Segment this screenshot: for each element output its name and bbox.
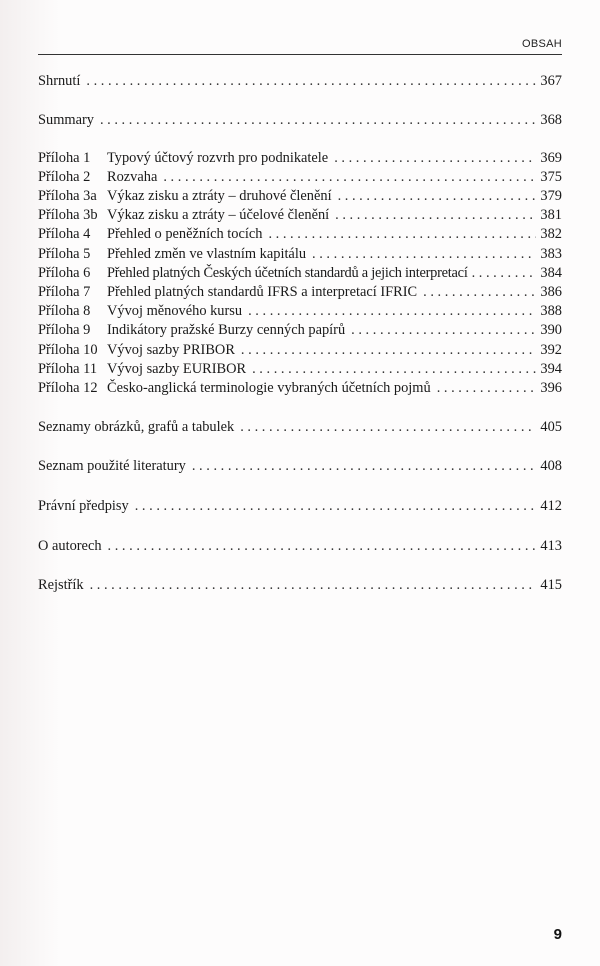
dot-leader [192, 457, 537, 475]
toc-entry-title: Vývoj sazby EURIBOR [107, 361, 247, 377]
dot-leader [472, 264, 537, 282]
toc-entry-label: Příloha 9 [38, 322, 91, 338]
toc-entry-priloha-11[interactable] [38, 360, 562, 378]
toc-entry-priloha-10[interactable] [38, 341, 562, 359]
toc-entry-title: O autorech [38, 538, 102, 554]
dot-leader [135, 497, 537, 515]
toc-entry-page: 394 [540, 361, 562, 377]
toc-entry-priloha-1[interactable] [38, 149, 562, 167]
toc-entry-title: Výkaz zisku a ztráty – druhové členění [107, 188, 332, 204]
toc-entry-priloha-2[interactable] [38, 168, 562, 186]
toc-entry-label: Příloha 3b [38, 207, 98, 223]
toc-entry-page: 388 [540, 303, 562, 319]
toc-entry-title: Přehled platných Českých účetních standardů a jejich interpretací [107, 265, 468, 281]
toc-entry-label: Příloha 4 [38, 226, 91, 242]
toc-entry-title: Summary [38, 112, 94, 128]
toc-entry-label: Příloha 7 [38, 284, 91, 300]
dot-leader [100, 111, 536, 129]
toc-entry-priloha-6[interactable] [38, 264, 562, 282]
running-header: OBSAH [521, 38, 562, 50]
dot-leader [423, 283, 536, 301]
toc-entry-page: 413 [540, 538, 562, 554]
dot-leader [268, 225, 536, 243]
dot-leader [163, 168, 536, 186]
toc-entry-literatura[interactable] [38, 457, 562, 475]
dot-leader [351, 321, 536, 339]
toc-entry-page: 367 [540, 73, 562, 89]
toc-entry-priloha-4[interactable] [38, 225, 562, 243]
toc-entry-page: 381 [540, 207, 562, 223]
toc-entry-page: 396 [540, 380, 562, 396]
toc-entry-page: 390 [540, 322, 562, 338]
toc-entry-label: Příloha 10 [38, 342, 98, 358]
dot-leader [437, 379, 537, 397]
toc-entry-label: Příloha 8 [38, 303, 91, 319]
toc-entry-priloha-8[interactable] [38, 302, 562, 320]
toc-entry-title: Typový účtový rozvrh pro podnikatele [107, 150, 329, 166]
dot-leader [90, 576, 537, 594]
toc-entry-shrnuti[interactable] [38, 72, 562, 90]
toc-entry-title: Přehled o peněžních tocích [107, 226, 263, 242]
toc-entry-title: Indikátory pražské Burzy cenných papírů [107, 322, 346, 338]
toc-entry-page: 405 [540, 419, 562, 435]
page-number: 9 [553, 926, 562, 943]
toc-entry-title: Seznamy obrázků, grafů a tabulek [38, 419, 235, 435]
toc-entry-title: Česko-anglická terminologie vybraných účetních pojmů [107, 380, 431, 396]
toc-entry-label: Příloha 3a [38, 188, 97, 204]
toc-entry-page: 369 [540, 150, 562, 166]
toc-entry-summary[interactable] [38, 111, 562, 129]
toc-entry-title: Vývoj měnového kursu [107, 303, 243, 319]
dot-leader [108, 537, 537, 555]
toc-entry-o-autorech[interactable] [38, 537, 562, 555]
dot-leader [338, 187, 537, 205]
toc-entry-title: Právní předpisy [38, 498, 129, 514]
toc-entry-label: Příloha 6 [38, 265, 91, 281]
toc-entry-priloha-5[interactable] [38, 245, 562, 263]
dot-leader [335, 206, 536, 224]
header-rule [38, 54, 562, 55]
toc-entry-rejstrik[interactable] [38, 576, 562, 594]
toc-entry-priloha-3a[interactable] [38, 187, 562, 205]
toc-entry-priloha-9[interactable] [38, 321, 562, 339]
toc-entry-priloha-12[interactable] [38, 379, 562, 397]
toc-entry-priloha-3b[interactable] [38, 206, 562, 224]
dot-leader [240, 418, 536, 436]
dot-leader [86, 72, 536, 90]
toc-entry-page: 375 [540, 169, 562, 185]
toc-entry-page: 368 [540, 112, 562, 128]
toc-entry-title: Přehled platných standardů IFRS a interpretací IFRIC [107, 284, 418, 300]
toc-entry-page: 383 [540, 246, 562, 262]
toc-entry-page: 379 [540, 188, 562, 204]
dot-leader [312, 245, 536, 263]
toc-entry-page: 408 [540, 458, 562, 474]
toc-entry-label: Příloha 5 [38, 246, 91, 262]
toc-entry-seznamy[interactable] [38, 418, 562, 436]
toc-entry-page: 392 [540, 342, 562, 358]
toc-entry-title: Vývoj sazby PRIBOR [107, 342, 235, 358]
toc-entry-label: Příloha 11 [38, 361, 98, 377]
toc-entry-title: Shrnutí [38, 73, 81, 89]
toc-entry-title: Seznam použité literatury [38, 458, 186, 474]
toc-entry-page: 386 [540, 284, 562, 300]
toc-entry-label: Příloha 1 [38, 150, 91, 166]
toc-entry-pravni-predpisy[interactable] [38, 497, 562, 515]
toc-entry-priloha-7[interactable] [38, 283, 562, 301]
toc-entry-label: Příloha 12 [38, 380, 98, 396]
dot-leader [334, 149, 536, 167]
toc-entry-page: 384 [540, 265, 562, 281]
toc-entry-title: Rejstřík [38, 577, 84, 593]
toc-entry-title: Výkaz zisku a ztráty – účelové členění [107, 207, 330, 223]
toc-entry-label: Příloha 2 [38, 169, 91, 185]
dot-leader [241, 341, 536, 359]
toc-entry-page: 415 [540, 577, 562, 593]
toc-entry-page: 382 [540, 226, 562, 242]
dot-leader [248, 302, 536, 320]
toc-entry-page: 412 [540, 498, 562, 514]
dot-leader [252, 360, 536, 378]
toc-entry-title: Přehled změn ve vlastním kapitálu [107, 246, 307, 262]
toc-entry-title: Rozvaha [107, 169, 158, 185]
